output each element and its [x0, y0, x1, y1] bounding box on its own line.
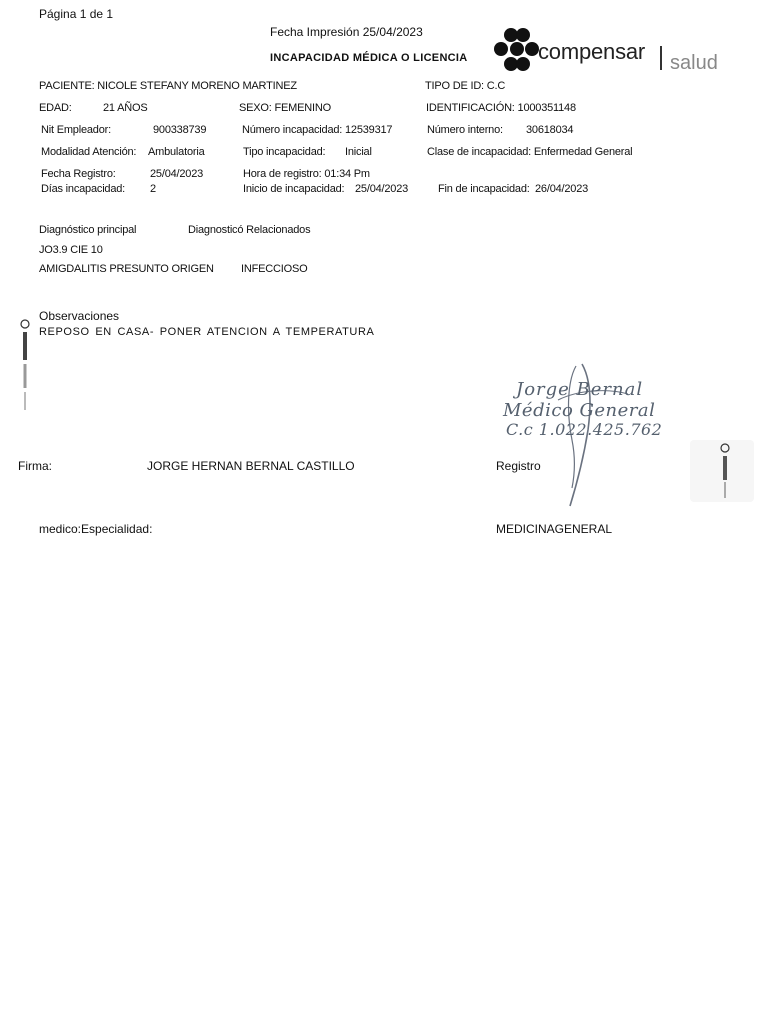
document-title: INCAPACIDAD MÉDICA O LICENCIA: [270, 52, 468, 64]
observations-text: REPOSO EN CASA- PONER ATENCION A TEMPERATURA: [39, 326, 375, 338]
id-type: TIPO DE ID: C.C: [425, 80, 506, 92]
specialty-value: MEDICINAGENERAL: [496, 522, 613, 536]
stamp-line-3: C.c 1.022.425.762: [506, 420, 663, 439]
diagnosis-code: JO3.9 CIE 10: [39, 244, 103, 256]
logo-salud: salud: [670, 52, 718, 74]
age-label: EDAD:: [39, 102, 72, 114]
logo-wordmark: compensar: [538, 39, 646, 64]
incapacity-type-label: Tipo incapacidad:: [243, 146, 326, 158]
nit-value: 900338739: [153, 124, 207, 136]
stamp-line-2: Médico General: [503, 400, 656, 421]
modality-value: Ambulatoria: [148, 146, 205, 158]
page-counter: Página 1 de 1: [39, 7, 114, 21]
print-date: Fecha Impresión 25/04/2023: [270, 25, 423, 39]
patient-name: PACIENTE: NICOLE STEFANY MORENO MARTINEZ: [39, 80, 297, 92]
nit-label: Nit Empleador:: [41, 124, 111, 136]
end-date-label: Fin de incapacidad:: [438, 183, 530, 195]
medico-specialty-label: medico:Especialidad:: [39, 522, 153, 536]
registro-label: Registro: [496, 459, 541, 473]
incapacity-type-value: Inicial: [345, 146, 372, 158]
start-date-label: Inicio de incapacidad:: [243, 183, 345, 195]
start-date-value: 25/04/2023: [355, 183, 409, 195]
diagnosis-related-label: Diagnosticó Relacionados: [188, 224, 311, 236]
diagnosis-description-cont: INFECCIOSO: [241, 263, 308, 275]
registration-time: Hora de registro: 01:34 Pm: [243, 168, 370, 180]
incapacity-class: Clase de incapacidad: Enfermedad General: [427, 146, 633, 158]
stamp-line-1: Jorge Bernal: [516, 379, 644, 400]
compensar-logo-icon: [494, 27, 540, 73]
doctor-name: JORGE HERNAN BERNAL CASTILLO: [147, 459, 355, 473]
sex: SEXO: FEMENINO: [239, 102, 331, 114]
incapacity-number: Número incapacidad: 12539317: [242, 124, 393, 136]
diagnosis-principal-label: Diagnóstico principal: [39, 224, 137, 236]
modality-label: Modalidad Atención:: [41, 146, 137, 158]
registration-date-label: Fecha Registro:: [41, 168, 116, 180]
identification: IDENTIFICACIÓN: 1000351148: [426, 102, 576, 114]
internal-number-label: Número interno:: [427, 124, 503, 136]
diagnosis-description: AMIGDALITIS PRESUNTO ORIGEN: [39, 263, 214, 275]
incapacity-days-label: Días incapacidad:: [41, 183, 126, 195]
age-value: 21 AÑOS: [103, 102, 148, 114]
internal-number-value: 30618034: [526, 124, 574, 136]
incapacity-days-value: 2: [150, 183, 156, 195]
end-date-value: 26/04/2023: [535, 183, 589, 195]
observations-label: Observaciones: [39, 309, 120, 323]
vertical-stamp-icon: [15, 316, 35, 412]
stamp-right-icon: [690, 440, 754, 502]
firma-label: Firma:: [18, 459, 52, 473]
logo-divider: [660, 46, 662, 70]
registration-date-value: 25/04/2023: [150, 168, 204, 180]
